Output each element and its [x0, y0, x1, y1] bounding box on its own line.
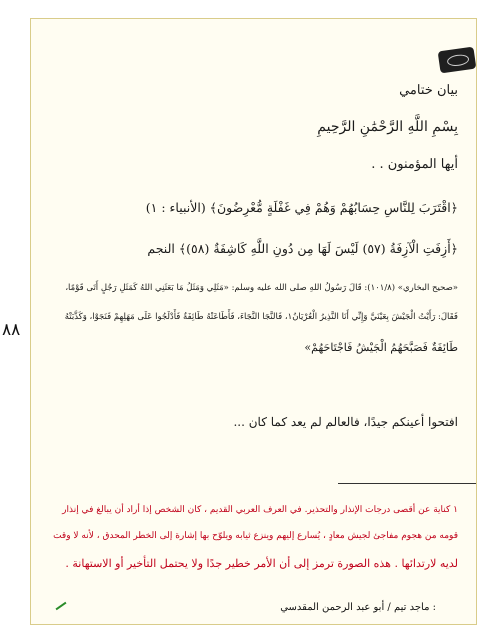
document-page — [30, 18, 477, 625]
header-title: بيان ختامي — [399, 83, 458, 98]
basmala: بِسْمِ اللَّهِ الرَّحْمَٰنِ الرَّحِيمِ — [317, 119, 458, 135]
hadith-line: «صحيح البخاري» (١٠١/٨): قَالَ رَسُولُ اللهِ صلى الله عليه وسلم: «مَثَلِي وَمَثَلُ مَا بَعَثَنِي اللهُ كَمَثَلِ رَجُلٍ أَتَى قَوْمًا، — [65, 283, 458, 293]
page-number: ٨٨ — [2, 320, 21, 340]
footnote-line: قومه من هجوم مفاجئ لجيش معادٍ ، يُسارع إليهم وينزع ثيابه ويلوّح بها إشارة إلى الخطر المحدق ، لأنه لا وقت — [53, 531, 458, 541]
greeting: أيها المؤمنون . . — [371, 157, 458, 172]
footnote-separator — [338, 483, 476, 484]
verse-1: ﴿اقْتَرَبَ لِلنَّاسِ حِسَابُهُمْ وَهُمْ فِي غَفْلَةٍ مُّعْرِضُونَ﴾ (الأنبياء : ١) — [145, 200, 458, 215]
logo-icon — [438, 47, 477, 74]
hadith-line: فَقَالَ: رَأَيْتُ الْجَيْشَ بِعَيْنَيَّ وَإِنِّي أَنَا النَّذِيرُ الْعُرْيَانُ١، فَالنَّجَا النَّجَاءَ، فَأَطَاعَتْهُ طَائِفَةٌ فَأَدْلَجُوا عَلَى مَهَلِهِمْ فَنَجَوْا، وَكَذَّبَتْهُ — [64, 312, 458, 322]
footnote-line: ١ كناية عن أقصى درجات الإنذار والتحذير. في العرف العربي القديم ، كان الشخص إذا أراد أن يبالغ في إنذار — [62, 505, 458, 515]
footnote-line: لديه لارتدائها . هذه الصورة ترمز إلى أن الأمر خطير جدًا ولا يحتمل التأخير أو الاستهانة . — [65, 557, 458, 570]
closing-line: افتحوا أعينكم جيدًا، فالعالم لم يعد كما كان ... — [233, 415, 458, 429]
pen-icon — [55, 601, 67, 611]
author-credit: : ماجد تيم / أبو عبد الرحمن المقدسي — [280, 602, 436, 613]
verse-2: ﴿أَزِفَتِ الْآزِفَةُ (٥٧) لَيْسَ لَهَا مِن دُونِ اللَّهِ كَاشِفَةٌ (٥٨)﴾ النجم — [147, 241, 458, 256]
hadith-line: طَائِفَةٌ فَصَبَّحَهُمُ الْجَيْشُ فَاجْتَاحَهُمْ» — [304, 341, 458, 354]
